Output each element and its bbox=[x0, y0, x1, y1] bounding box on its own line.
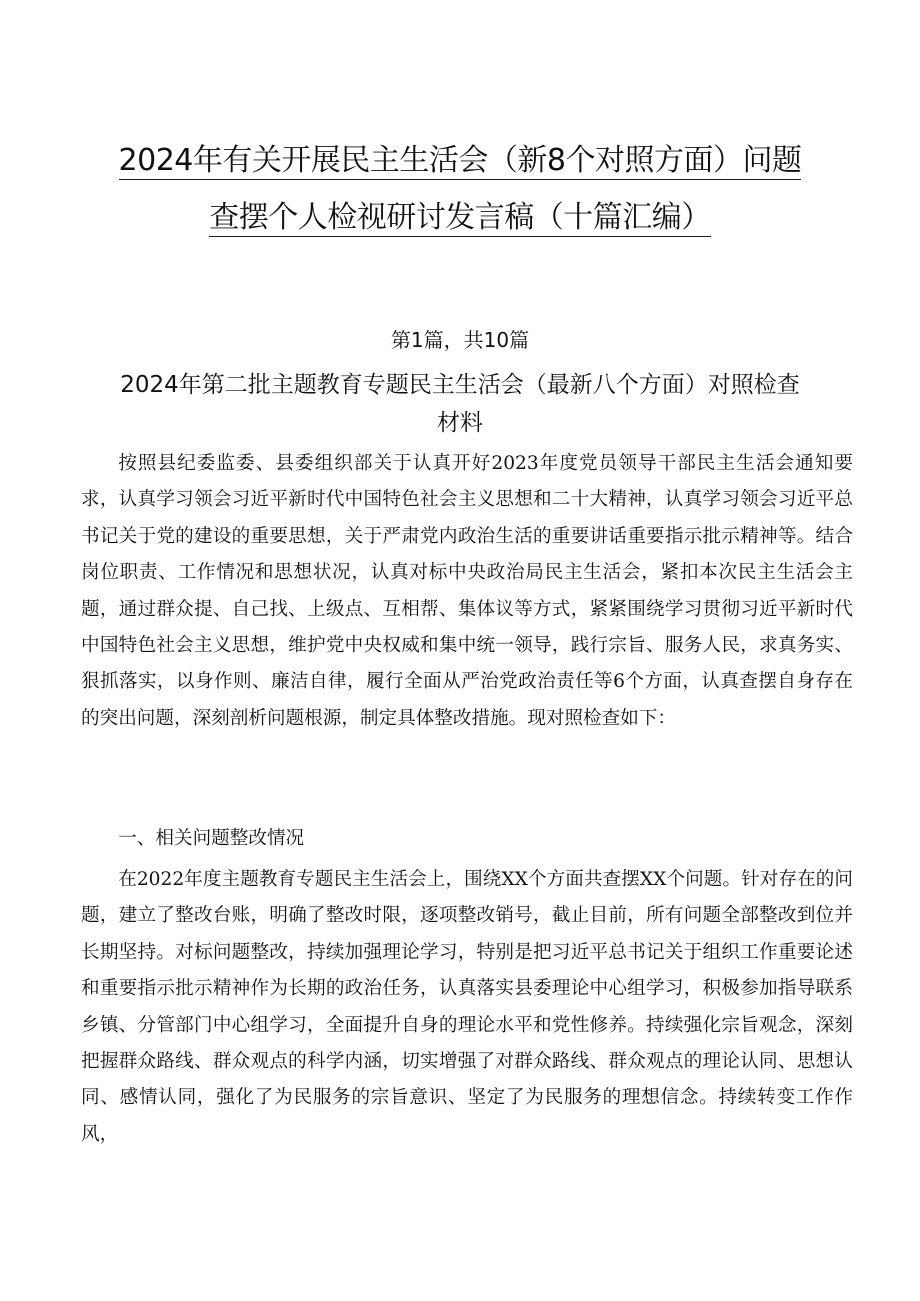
section-heading: 一、相关问题整改情况 bbox=[118, 828, 305, 849]
part-label: 第1篇，共10篇 bbox=[390, 328, 530, 352]
body-paragraph: 在2022年度主题教育专题民主生活会上，围绕XX个方面共查摆XX个问题。针对存在的问题，建立了整改台账，明确了整改时限，逐项整改销号，截止目前，所有问题全部整改到位并长期坚持。对标问题整改，持续加强理论学习，特别是把习近平总书记关于组织工作重要论述和重要指示批示精神作为长期的政治任务，认真落实县委理论中心组学习，积极参加指导联系乡镇、分管部门中心组学习，全面提升自身的理论水平和党性修养。持续强化宗旨观念，深刻把握群众路线、群众观点的科学内涵，切实增强了对群众路线、群众观点的理论认同、思想认同、感情认同，强化了为民服务的宗旨意识、坚定了为民服务的理想信念。持续转变工作作风， bbox=[81, 869, 853, 1145]
document-title-line-2 bbox=[0, 198, 920, 238]
document-title-line-1 bbox=[0, 141, 920, 181]
title-line-1-text: 2024年有关开展民主生活会（新8个对照方面）问题 bbox=[118, 143, 802, 178]
title-line-2-text: 查摆个人检视研讨发言稿（十篇汇编） bbox=[209, 200, 711, 235]
intro-paragraph: 按照县纪委监委、县委组织部关于认真开好2023年度党员领导干部民主生活会通知要求，认真学习领会习近平新时代中国特色社会主义思想和二十大精神，认真学习领会习近平总书记关于党的建设的重要思想，关于严肃党内政治生活的重要讲话重要指示批示精神等。结合岗位职责、工作情况和思想状况，认真对标中央政治局民主生活会，紧扣本次民主生活会主题，通过群众提、自己找、上级点、互相帮、集体议等方式，紧紧围绕学习贯彻习近平新时代中国特色社会主义思想，维护党中央权威和集中统一领导，践行宗旨、服务人民，求真务实、狠抓落实，以身作则、廉洁自律，履行全面从严治党政治责任等6个方面，认真查摆自身存在的突出问题，深刻剖析问题根源，制定具体整改措施。现对照检查如下： bbox=[81, 453, 853, 729]
section-subtitle: 2024年第二批主题教育专题民主生活会（最新八个方面）对照检查材料 bbox=[120, 372, 800, 436]
